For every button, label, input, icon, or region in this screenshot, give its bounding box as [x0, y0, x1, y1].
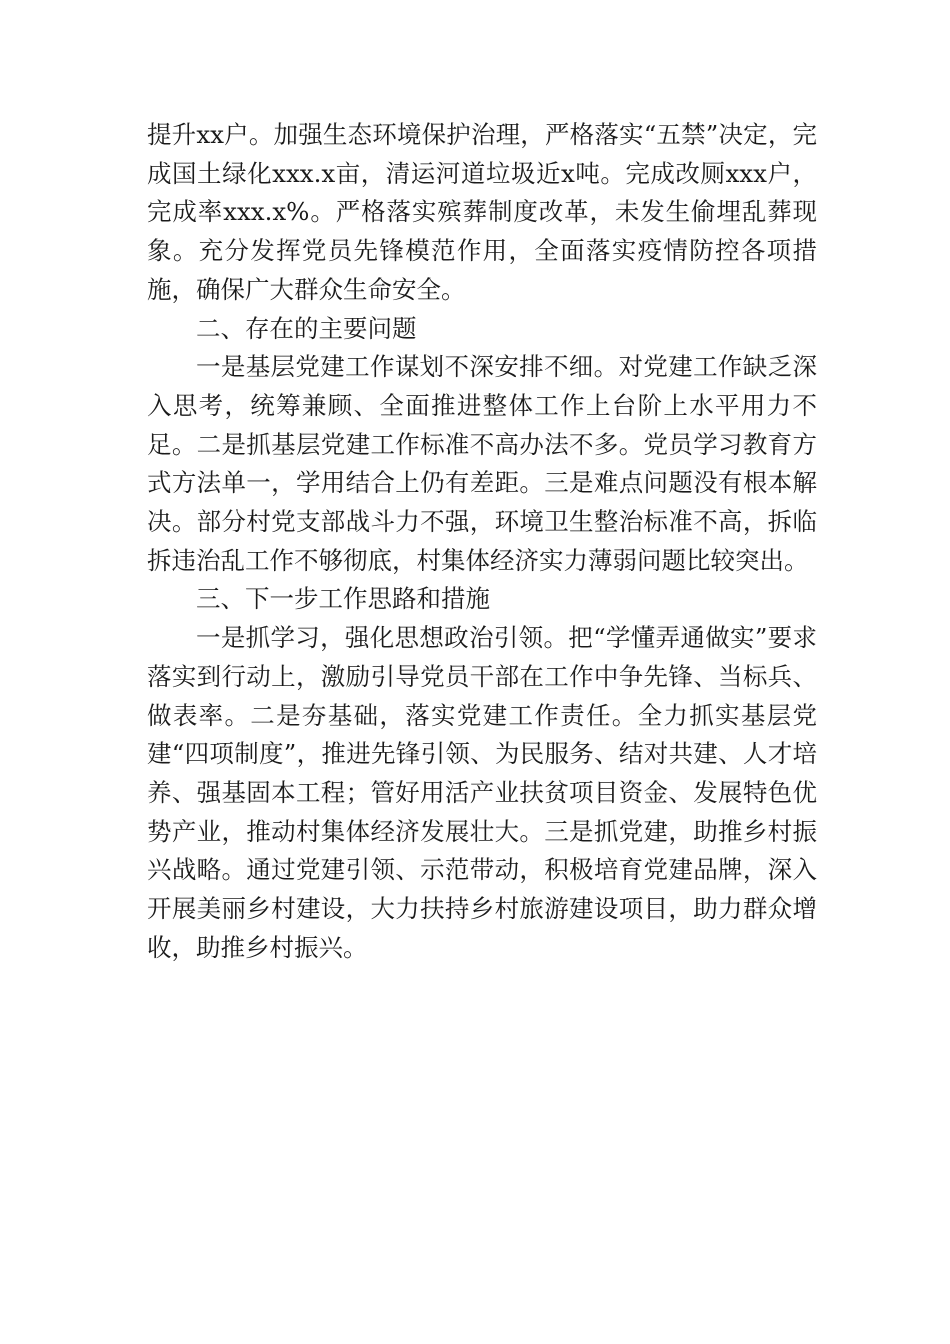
paragraph-main-problems: 一是基层党建工作谋划不深安排不细。对党建工作缺乏深入思考，统筹兼顾、全面推进整体工作上台阶上水平用力不足。二是抓基层党建工作标准不高办法不多。党员学习教育方式方法单一，学用结合上仍有差距。三是难点问题没有根本解决。部分村党支部战斗力不强，环境卫生整治标准不高，拆临拆违治乱工作不够彻底，村集体经济实力薄弱问题比较突出。	[147, 352, 817, 575]
paragraph-environment-results: 提升xx户。加强生态环境保护治理，严格落实“五禁”决定，完成国土绿化xxx.x亩，清运河道垃圾近x吨。完成改厕xxx户，完成率xxx.x%。严格落实殡葬制度改革，未发生偷埋乱葬现象。充分发挥党员先锋模范作用，全面落实疫情防控各项措施，确保广大群众生命安全。	[147, 120, 817, 304]
paragraph-next-steps: 一是抓学习，强化思想政治引领。把“学懂弄通做实”要求落实到行动上，激励引导党员干部在工作中争先锋、当标兵、做表率。二是夯基础，落实党建工作责任。全力抓实基层党建“四项制度”，推进先锋引领、为民服务、结对共建、人才培养、强基固本工程；管好用活产业扶贫项目资金、发展特色优势产业，推动村集体经济发展壮大。三是抓党建，助推乡村振兴战略。通过党建引领、示范带动，积极培育党建品牌，深入开展美丽乡村建设，大力扶持乡村旅游建设项目，助力群众增收，助推乡村振兴。	[147, 623, 817, 962]
section-heading-main-problems: 二、存在的主要问题	[196, 313, 417, 343]
section-heading-next-steps: 三、下一步工作思路和措施	[196, 584, 490, 614]
document-body	[147, 116, 817, 967]
